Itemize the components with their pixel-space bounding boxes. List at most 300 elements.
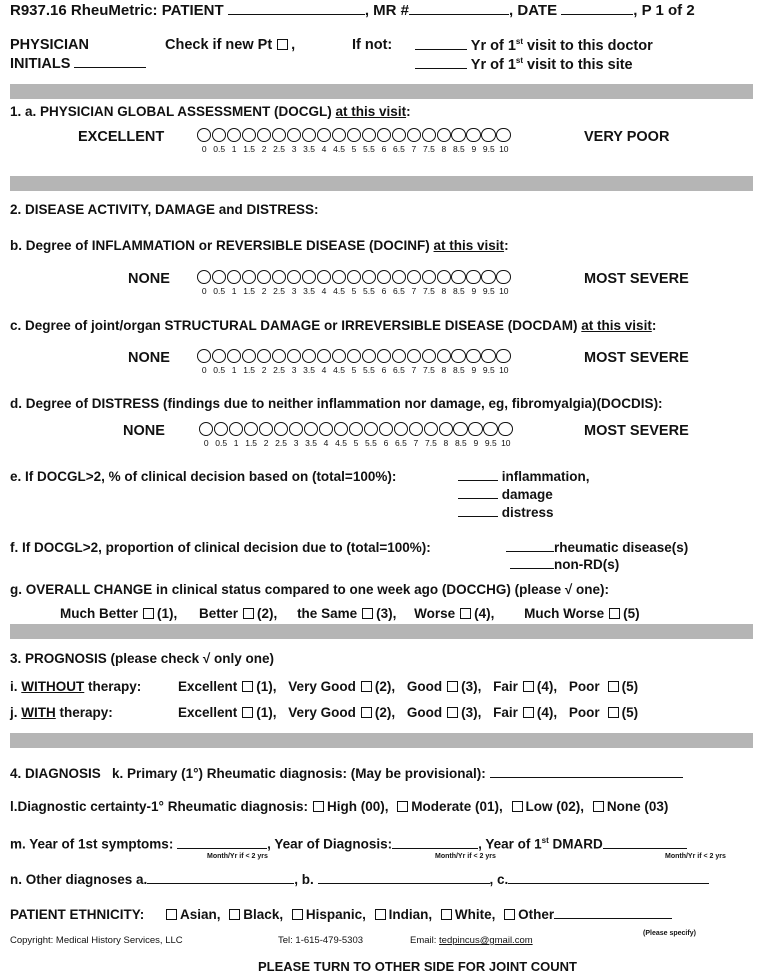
q2d-title: d. Degree of DISTRESS (findings due to neither inflammation nor damage, eg, fibromyalgia)(DOCDIS): <box>10 396 663 411</box>
mr-label: , MR # <box>364 2 410 19</box>
scale-option-circle[interactable] <box>362 270 376 284</box>
scale-tick-label: 10 <box>499 144 509 155</box>
scale-tick-label: 0.5 <box>215 438 228 449</box>
q1-right-anchor: VERY POOR <box>584 129 670 145</box>
scale-tick-label: 3.5 <box>303 286 315 297</box>
option-code: (3), <box>461 679 482 694</box>
scale-option-circle[interactable] <box>257 349 271 363</box>
dmard-year-label-post: DMARD <box>548 836 603 852</box>
other-diagnosis-a-field[interactable] <box>147 872 294 884</box>
q2c-title-underline: at this visit <box>581 318 652 333</box>
without-excellent-checkbox[interactable] <box>242 681 253 692</box>
q2c-right-anchor: MOST SEVERE <box>584 350 689 366</box>
option-label: Better <box>199 606 239 621</box>
scale-option-circle[interactable] <box>319 422 333 436</box>
scale-tick-label: 5 <box>351 286 357 297</box>
scale-option-circle[interactable] <box>347 349 361 363</box>
scale-tick-label: 7.5 <box>422 144 435 155</box>
scale-option-circle[interactable] <box>257 270 271 284</box>
scale-option-circle[interactable] <box>466 128 480 142</box>
scale-tick-label: 0 <box>203 438 209 449</box>
scale-option-circle[interactable] <box>409 422 423 436</box>
scale-tick-label: 1.5 <box>245 438 258 449</box>
scale-tick-label: 5 <box>351 365 357 376</box>
with-very-good-checkbox[interactable] <box>361 707 372 718</box>
scale-tick-label: 3.5 <box>305 438 317 449</box>
q2-title: 2. DISEASE ACTIVITY, DAMAGE and DISTRESS: <box>10 202 319 217</box>
other-diagnosis-b-field[interactable] <box>318 872 490 884</box>
scale-tick-label: 4 <box>321 286 327 297</box>
scale-tick-label: 4 <box>321 365 327 376</box>
scale-tick-label: 2 <box>263 438 269 449</box>
scale-tick-label: 5.5 <box>363 144 375 155</box>
if-not-label: If not: <box>352 37 393 53</box>
q3i-options <box>178 679 638 694</box>
scale-option-circle[interactable] <box>422 270 436 284</box>
q4-m-row <box>10 836 687 852</box>
q4-title: 4. DIAGNOSIS <box>10 766 101 781</box>
scale-option-circle[interactable] <box>437 349 451 363</box>
scale-tick-label: 9.5 <box>482 286 495 297</box>
q3j-label <box>10 705 113 720</box>
initials-label: INITIALS <box>10 56 71 72</box>
scale-option-circle[interactable] <box>481 349 495 363</box>
new-patient-row <box>165 37 295 53</box>
scale-option-circle[interactable] <box>451 128 465 142</box>
mr-number-field[interactable] <box>409 3 509 15</box>
q1-left-anchor: EXCELLENT <box>78 129 165 145</box>
scale-option-circle[interactable] <box>377 128 391 142</box>
yr-doctor-row <box>415 37 653 54</box>
please-specify: (Please specify) <box>643 930 696 937</box>
scale-tick-label: 4 <box>323 438 329 449</box>
with-excellent-checkbox[interactable] <box>242 707 253 718</box>
q1-title <box>10 104 411 119</box>
q2g-options <box>60 606 640 621</box>
scale-option-circle[interactable] <box>229 422 243 436</box>
without-good-checkbox[interactable] <box>447 681 458 692</box>
scale-option-circle[interactable] <box>317 128 331 142</box>
dmard-year-label-pre: , Year of 1 <box>478 836 542 852</box>
q2e-damage-field[interactable] <box>458 487 498 499</box>
other-diagnosis-c-field[interactable] <box>508 872 709 884</box>
certainty-high-checkbox[interactable] <box>313 801 324 812</box>
hispanic-checkbox[interactable] <box>292 909 303 920</box>
scale-option-circle[interactable] <box>362 349 376 363</box>
form-header-line <box>10 2 695 19</box>
q2e-damage-label: damage <box>501 487 553 502</box>
other-diagnosis-b-label: , b. <box>294 872 314 887</box>
q2f-nonrd-label: non-RD(s) <box>554 557 620 572</box>
without-very-good-checkbox[interactable] <box>361 681 372 692</box>
yr-site-post: visit to this site <box>523 56 633 73</box>
scale-circles <box>197 128 511 142</box>
scale-tick-label: 8.5 <box>452 365 465 376</box>
scale-option-circle[interactable] <box>242 349 256 363</box>
q1-title-end: : <box>406 104 411 119</box>
certainty-none-checkbox[interactable] <box>593 801 604 812</box>
scale-option-circle[interactable] <box>289 422 303 436</box>
superscript: st <box>541 836 549 845</box>
page-indicator: , P 1 of 2 <box>633 2 695 19</box>
scale-option-circle[interactable] <box>466 270 480 284</box>
copyright: Copyright: Medical History Services, LLC <box>10 935 183 946</box>
scale-tick-label: 7.5 <box>424 438 437 449</box>
yr-site-field[interactable] <box>415 57 467 69</box>
scale-tick-label: 8 <box>441 286 447 297</box>
diagnosis-year-label: , Year of Diagnosis: <box>267 836 393 852</box>
q2e-inflammation-row <box>458 469 590 484</box>
scale-option-circle[interactable] <box>302 128 316 142</box>
scale-tick-label: 0 <box>201 144 207 155</box>
scale-option-circle[interactable] <box>424 422 438 436</box>
scale-tick-label: 2 <box>261 286 267 297</box>
form-title: R937.16 RheuMetric: PATIENT <box>10 2 224 19</box>
scale-option-circle[interactable] <box>468 422 482 436</box>
q2e-distress-field[interactable] <box>458 505 498 517</box>
indian-checkbox[interactable] <box>375 909 386 920</box>
with-poor-checkbox[interactable] <box>608 707 619 718</box>
scale-option-circle[interactable] <box>287 270 301 284</box>
q3j-rest: therapy: <box>55 705 113 720</box>
q3i-letter: i. <box>10 679 18 694</box>
scale-option-circle[interactable] <box>392 349 406 363</box>
scale-tick-label: 6 <box>381 286 387 297</box>
scale-tick-label: 4.5 <box>333 286 345 297</box>
q2d-right-anchor: MOST SEVERE <box>584 423 689 439</box>
q2b-title-text: b. Degree of INFLAMMATION or REVERSIBLE DISEASE (DOCINF) <box>10 238 434 253</box>
initials-field[interactable] <box>74 56 146 68</box>
scale-option-circle[interactable] <box>214 422 228 436</box>
option-label: Very Good <box>288 705 356 720</box>
option-label: Very Good <box>288 679 356 694</box>
initials-row <box>10 56 146 72</box>
scale-option-circle[interactable] <box>394 422 408 436</box>
scale-tick-label: 7 <box>411 144 417 155</box>
q2f-nonrd-field[interactable] <box>510 557 554 569</box>
q2f-nonrd-row <box>510 557 619 572</box>
scale-option-circle[interactable] <box>377 349 391 363</box>
scale-tick-label: 7 <box>411 286 417 297</box>
scale-tick-label: 3 <box>291 144 297 155</box>
q2e-inflammation-field[interactable] <box>458 469 498 481</box>
scale-option-circle[interactable] <box>379 422 393 436</box>
scale-option-circle[interactable] <box>334 422 348 436</box>
asian-checkbox[interactable] <box>166 909 177 920</box>
scale-option-circle[interactable] <box>212 128 226 142</box>
comma: , <box>291 37 296 53</box>
q3-title: 3. PROGNOSIS (please check √ only one) <box>10 651 274 666</box>
scale-option-circle[interactable] <box>483 422 497 436</box>
scale-circles <box>197 349 511 363</box>
scale-tick-label: 8.5 <box>452 286 465 297</box>
symptoms-year-field[interactable] <box>177 837 267 849</box>
hispanic-label: Hispanic, <box>305 907 366 922</box>
scale-option-circle[interactable] <box>259 422 273 436</box>
scale-tick-label: 9.5 <box>482 365 495 376</box>
scale-tick-label: 0.5 <box>213 365 226 376</box>
section-divider <box>10 624 753 639</box>
scale-option-circle[interactable] <box>272 270 286 284</box>
option-label: Poor <box>568 705 600 720</box>
white-label: White, <box>454 907 496 922</box>
q1-scale <box>197 128 511 154</box>
scale-tick-label: 6 <box>381 144 387 155</box>
scale-tick-label: 9 <box>471 365 477 376</box>
date-field[interactable] <box>561 3 633 15</box>
q2b-right-anchor: MOST SEVERE <box>584 271 689 287</box>
white-checkbox[interactable] <box>441 909 452 920</box>
yr-site-row <box>415 56 633 73</box>
scale-option-circle[interactable] <box>481 270 495 284</box>
scale-tick-label: 0 <box>201 365 207 376</box>
scale-ticks <box>199 438 513 448</box>
certainty-none-label: None (03) <box>606 799 669 814</box>
scale-option-circle[interactable] <box>302 349 316 363</box>
scale-option-circle[interactable] <box>212 349 226 363</box>
scale-tick-label: 1 <box>231 365 237 376</box>
option-code: (2), <box>374 705 396 720</box>
scale-tick-label: 7.5 <box>422 286 435 297</box>
scale-option-circle[interactable] <box>349 422 363 436</box>
q3j-letter: j. <box>10 705 18 720</box>
q2b-title-underline: at this visit <box>433 238 505 253</box>
scale-tick-label: 2.5 <box>273 286 286 297</box>
scale-tick-label: 6 <box>381 365 387 376</box>
scale-tick-label: 7 <box>413 438 419 449</box>
certainty-moderate-checkbox[interactable] <box>397 801 408 812</box>
symptoms-year-label: m. Year of 1st symptoms: <box>10 836 174 852</box>
black-checkbox[interactable] <box>229 909 240 920</box>
scale-tick-label: 8 <box>441 144 447 155</box>
q4-l-row <box>10 799 668 814</box>
email-link[interactable]: tedpincus@gmail.com <box>439 935 533 946</box>
scale-option-circle[interactable] <box>437 270 451 284</box>
scale-option-circle[interactable] <box>274 422 288 436</box>
scale-option-circle[interactable] <box>347 128 361 142</box>
scale-option-circle[interactable] <box>407 270 421 284</box>
scale-option-circle[interactable] <box>439 422 453 436</box>
scale-option-circle[interactable] <box>304 422 318 436</box>
scale-tick-label: 7.5 <box>422 365 435 376</box>
q2c-left-anchor: NONE <box>128 350 170 366</box>
q3i-rest: therapy: <box>84 679 142 694</box>
other-diagnosis-c-label: , c. <box>489 872 509 887</box>
scale-circles <box>197 270 511 284</box>
with-fair-checkbox[interactable] <box>523 707 534 718</box>
other-checkbox[interactable] <box>504 909 515 920</box>
option-code: (5) <box>623 606 640 621</box>
scale-option-circle[interactable] <box>496 128 510 142</box>
option-label: Fair <box>493 705 518 720</box>
q2e-inflammation-label: inflammation, <box>501 469 590 484</box>
scale-option-circle[interactable] <box>377 270 391 284</box>
q2f-rd-field[interactable] <box>506 540 554 552</box>
scale-option-circle[interactable] <box>227 128 241 142</box>
scale-option-circle[interactable] <box>272 128 286 142</box>
scale-option-circle[interactable] <box>272 349 286 363</box>
scale-option-circle[interactable] <box>392 128 406 142</box>
scale-tick-label: 0 <box>201 286 207 297</box>
q4-k-row <box>10 766 683 781</box>
scale-option-circle[interactable] <box>244 422 258 436</box>
q2g-title: g. OVERALL CHANGE in clinical status compared to one week ago (DOCCHG) (please √ one): <box>10 582 610 597</box>
scale-tick-label: 1 <box>231 144 237 155</box>
q2d-scale <box>199 422 513 448</box>
month-hint: Month/Yr if < 2 yrs <box>207 853 268 860</box>
scale-option-circle[interactable] <box>466 349 480 363</box>
option-code: (4), <box>474 606 495 621</box>
q2e-distress-label: distress <box>501 505 554 520</box>
email-row <box>410 935 533 946</box>
new-patient-label: Check if new Pt <box>165 37 273 53</box>
q2b-title <box>10 238 509 253</box>
q2e-distress-row <box>458 505 554 520</box>
option-code: (4), <box>536 705 558 720</box>
scale-tick-label: 4.5 <box>335 438 347 449</box>
much-better-checkbox[interactable] <box>143 608 154 619</box>
q2b-left-anchor: NONE <box>128 271 170 287</box>
scale-tick-label: 4 <box>321 144 327 155</box>
scale-option-circle[interactable] <box>422 128 436 142</box>
scale-option-circle[interactable] <box>407 349 421 363</box>
scale-option-circle[interactable] <box>257 128 271 142</box>
scale-tick-label: 9 <box>473 438 479 449</box>
scale-option-circle[interactable] <box>317 270 331 284</box>
diagnosis-year-field[interactable] <box>392 837 478 849</box>
q4-l-label: l.Diagnostic certainty-1° Rheumatic diagnosis: <box>10 799 308 814</box>
scale-option-circle[interactable] <box>227 270 241 284</box>
q3i-underline: WITHOUT <box>21 679 85 694</box>
scale-option-circle[interactable] <box>227 349 241 363</box>
without-fair-checkbox[interactable] <box>523 681 534 692</box>
without-poor-checkbox[interactable] <box>608 681 619 692</box>
scale-tick-label: 3 <box>291 365 297 376</box>
q2c-title-end: : <box>651 318 657 333</box>
q2c-title <box>10 318 656 333</box>
ethnicity-row <box>10 907 672 922</box>
q2c-title-text: c. Degree of joint/organ STRUCTURAL DAMAGE or IRREVERSIBLE DISEASE (DOCDAM) <box>10 318 582 333</box>
superscript: st <box>515 37 524 46</box>
scale-option-circle[interactable] <box>317 349 331 363</box>
q2d-left-anchor: NONE <box>123 423 165 439</box>
better-checkbox[interactable] <box>243 608 254 619</box>
scale-tick-label: 8.5 <box>454 438 467 449</box>
scale-circles <box>199 422 513 436</box>
new-patient-checkbox[interactable] <box>277 39 288 50</box>
scale-option-circle[interactable] <box>332 128 346 142</box>
patient-name-field[interactable] <box>228 3 365 15</box>
indian-label: Indian, <box>388 907 433 922</box>
section-divider <box>10 84 753 99</box>
option-code: (2), <box>257 606 278 621</box>
scale-option-circle[interactable] <box>197 128 211 142</box>
scale-option-circle[interactable] <box>197 349 211 363</box>
scale-tick-label: 3 <box>291 286 297 297</box>
scale-option-circle[interactable] <box>332 270 346 284</box>
scale-tick-label: 1 <box>233 438 239 449</box>
q2f-rd-label: rheumatic disease(s) <box>554 540 689 555</box>
scale-option-circle[interactable] <box>451 270 465 284</box>
scale-ticks <box>197 365 511 375</box>
scale-option-circle[interactable] <box>364 422 378 436</box>
scale-ticks <box>197 144 511 154</box>
other-ethnicity-field[interactable] <box>554 907 672 919</box>
scale-tick-label: 3 <box>293 438 299 449</box>
scale-option-circle[interactable] <box>392 270 406 284</box>
scale-option-circle[interactable] <box>451 349 465 363</box>
scale-option-circle[interactable] <box>362 128 376 142</box>
scale-option-circle[interactable] <box>197 270 211 284</box>
scale-tick-label: 5.5 <box>363 286 375 297</box>
primary-diagnosis-field[interactable] <box>490 766 683 778</box>
dmard-year-field[interactable] <box>603 837 687 849</box>
option-code: (4), <box>536 679 558 694</box>
scale-option-circle[interactable] <box>453 422 467 436</box>
certainty-high-label: High (00), <box>326 799 389 814</box>
scale-option-circle[interactable] <box>302 270 316 284</box>
scale-option-circle[interactable] <box>242 270 256 284</box>
scale-tick-label: 2 <box>261 144 267 155</box>
much-worse-checkbox[interactable] <box>609 608 620 619</box>
q4-k-label: k. Primary (1°) Rheumatic diagnosis: (May be provisional): <box>112 766 486 781</box>
option-code: (5) <box>621 705 639 720</box>
option-label: Excellent <box>178 705 238 720</box>
same-checkbox[interactable] <box>362 608 373 619</box>
option-code: (3), <box>461 705 482 720</box>
turn-over-note: PLEASE TURN TO OTHER SIDE FOR JOINT COUNT <box>258 959 578 974</box>
scale-tick-label: 3.5 <box>303 365 315 376</box>
section-divider <box>10 733 753 748</box>
scale-tick-label: 10 <box>499 365 509 376</box>
scale-option-circle[interactable] <box>498 422 512 436</box>
other-label: Other <box>518 907 555 922</box>
scale-option-circle[interactable] <box>496 349 510 363</box>
scale-option-circle[interactable] <box>332 349 346 363</box>
q3j-underline: WITH <box>21 705 56 720</box>
scale-tick-label: 8.5 <box>452 144 465 155</box>
q2c-scale <box>197 349 511 375</box>
q2e-title: e. If DOCGL>2, % of clinical decision based on (total=100%): <box>10 469 397 484</box>
q3j-options <box>178 705 638 720</box>
scale-option-circle[interactable] <box>287 128 301 142</box>
scale-option-circle[interactable] <box>287 349 301 363</box>
scale-option-circle[interactable] <box>437 128 451 142</box>
with-good-checkbox[interactable] <box>447 707 458 718</box>
other-diagnoses-label: n. Other diagnoses a. <box>10 872 148 887</box>
scale-option-circle[interactable] <box>212 270 226 284</box>
scale-option-circle[interactable] <box>242 128 256 142</box>
q2f-title: f. If DOCGL>2, proportion of clinical decision due to (total=100%): <box>10 540 431 555</box>
scale-option-circle[interactable] <box>407 128 421 142</box>
scale-tick-label: 4.5 <box>333 365 345 376</box>
yr-doctor-field[interactable] <box>415 38 467 50</box>
scale-tick-label: 2.5 <box>275 438 288 449</box>
scale-option-circle[interactable] <box>496 270 510 284</box>
worse-checkbox[interactable] <box>460 608 471 619</box>
certainty-low-checkbox[interactable] <box>512 801 523 812</box>
scale-option-circle[interactable] <box>347 270 361 284</box>
section-divider <box>10 176 753 191</box>
scale-option-circle[interactable] <box>422 349 436 363</box>
scale-tick-label: 10 <box>499 286 509 297</box>
option-label: Much Worse <box>524 606 605 621</box>
scale-tick-label: 7 <box>411 365 417 376</box>
scale-option-circle[interactable] <box>481 128 495 142</box>
scale-tick-label: 9 <box>471 144 477 155</box>
option-code: (1), <box>157 606 178 621</box>
scale-option-circle[interactable] <box>199 422 213 436</box>
